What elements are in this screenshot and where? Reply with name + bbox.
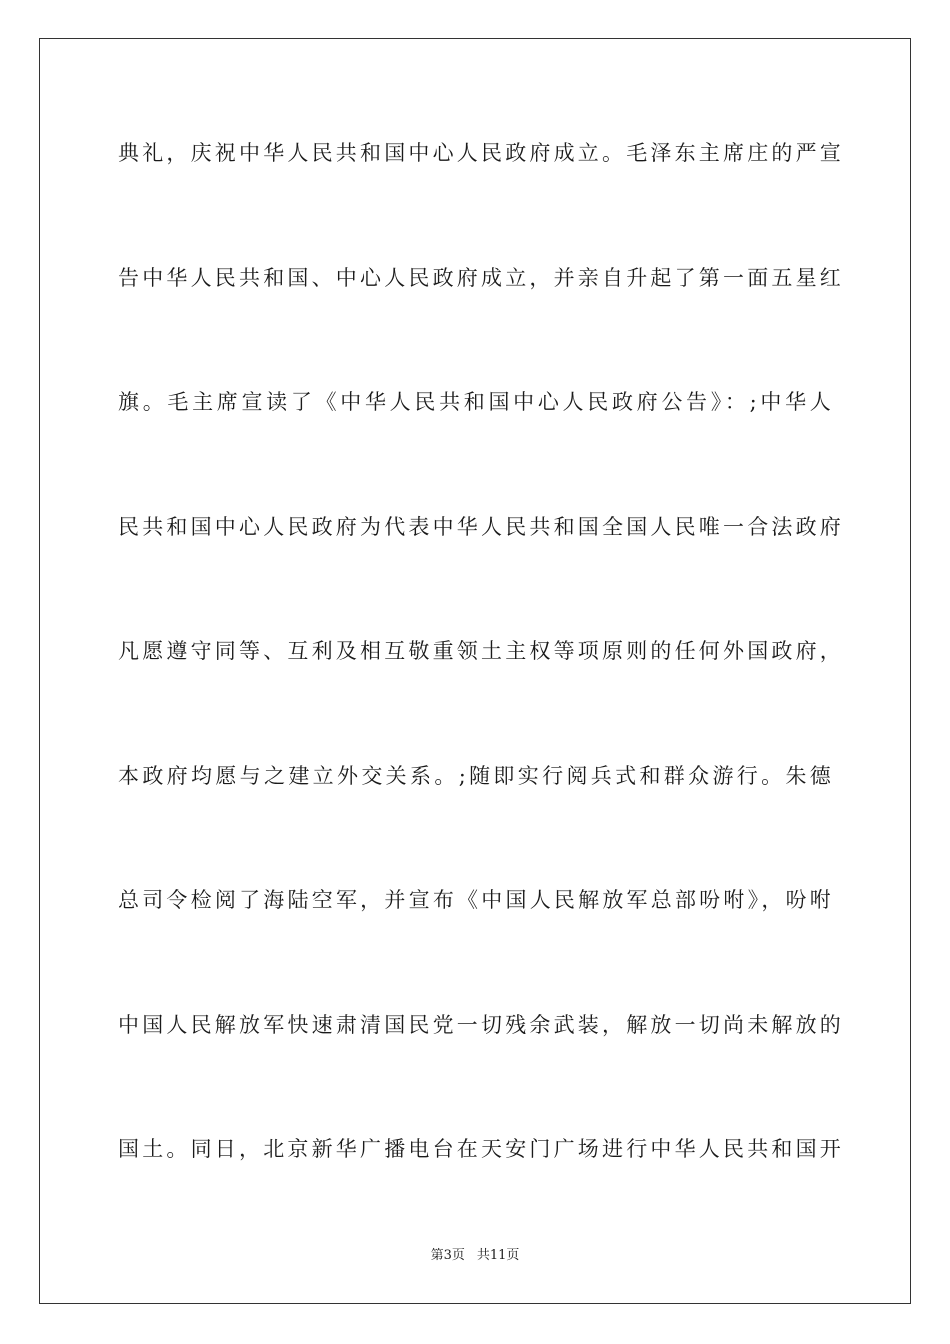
page-footer bbox=[0, 1248, 950, 1264]
text-line: 凡愿遵守同等、互利及相互敬重领土主权等项原则的任何外国政府， bbox=[118, 639, 844, 663]
text-line: 国土。同日，北京新华广播电台在天安门广场进行中华人民共和国开 bbox=[118, 1137, 844, 1161]
text-line: 本政府均愿与之建立外交关系。;随即实行阅兵式和群众游行。朱德 bbox=[118, 763, 834, 788]
text-line: 民共和国中心人民政府为代表中华人民共和国全国人民唯一合法政府 bbox=[118, 514, 844, 539]
text-line: 典礼，庆祝中华人民共和国中心人民政府成立。毛泽东主席庄的严宣 bbox=[118, 141, 844, 165]
text-line: 中国人民解放军快速肃清国民党一切残余武装，解放一切尚未解放的 bbox=[118, 1012, 844, 1037]
total-pages: 共11页 bbox=[476, 1248, 520, 1263]
text-line: 总司令检阅了海陆空军，并宣布《中国人民解放军总部吩咐》，吩咐 bbox=[118, 888, 834, 912]
text-line: 告中华人民共和国、中心人民政府成立，并亲自升起了第一面五星红 bbox=[118, 265, 844, 290]
document-body bbox=[118, 135, 844, 1256]
page-number: 第3页 bbox=[430, 1248, 465, 1263]
text-line: 旗。毛主席宣读了《中华人民共和国中心人民政府公告》：;中华人 bbox=[118, 390, 834, 414]
